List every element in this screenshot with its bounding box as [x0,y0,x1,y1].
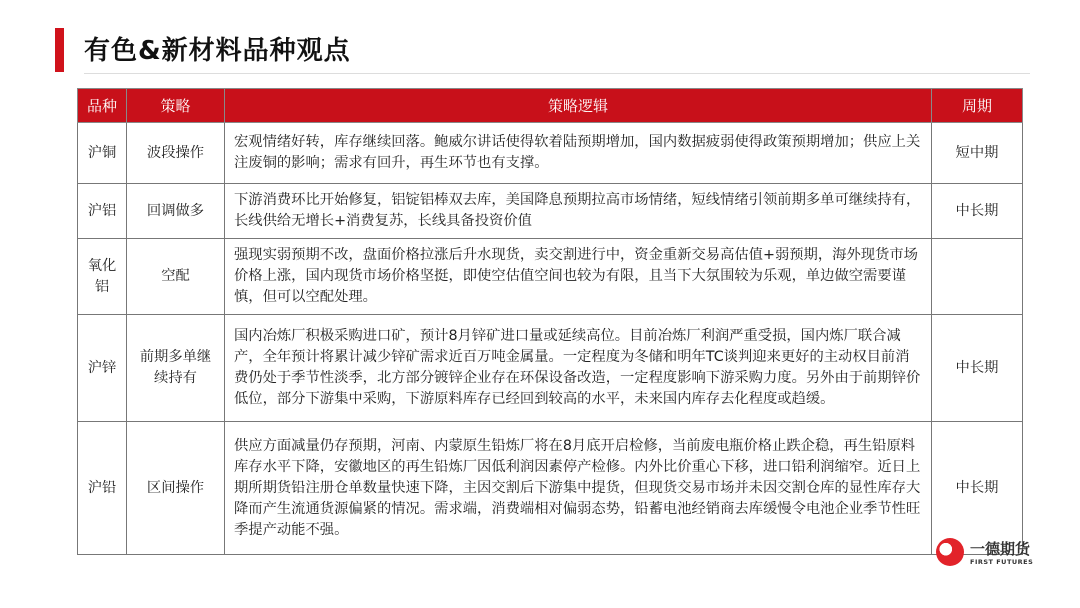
header-period: 周期 [932,89,1023,123]
table-header [78,89,1023,123]
period-cell: 中长期 [932,315,1023,422]
table-row [78,123,1023,184]
strategy-table [77,88,1023,555]
page-title: 有色&新材料品种观点 [84,36,351,66]
strategy-cell: 波段操作 [127,123,225,184]
strategy-cell: 回调做多 [127,184,225,239]
variety-cell: 沪铜 [78,123,127,184]
table-row [78,315,1023,422]
period-cell: 短中期 [932,123,1023,184]
logo-name-en: FIRST FUTURES [970,558,1034,566]
logic-cell: 国内冶炼厂积极采购进口矿，预计8月锌矿进口量或延续高位。目前冶炼厂利润严重受损，国内炼厂联合减产，全年预计将累计减少锌矿需求近百万吨金属量。一定程度为冬储和明年TC谈判迎来更好的主动权目前消费仍处于季节性淡季，北方部分镀锌企业存在环保设备改造，一定程度影响下游采购力度。另外由于前期锌价低位，部分下游集中采购，下游原料库存已经回到较高的水平，未来国内库存去化程度或趋缓。 [225,315,932,422]
logo-name-cn: 一德期货 [970,540,1031,558]
period-cell: 中长期 [932,422,1023,555]
strategy-cell: 区间操作 [127,422,225,555]
table-row [78,184,1023,239]
title-divider [84,73,1030,74]
logic-cell: 供应方面减量仍存预期，河南、内蒙原生铅炼厂将在8月底开启检修，当前废电瓶价格止跌企稳，再生铅原料库存水平下降，安徽地区的再生铅炼厂因低利润因素停产检修。内外比价重心下移，进口铅利润缩窄。近日上期所期货铅注册仓单数量快速下降，主因交割后下游集中提货，但现货交易市场并未因交割仓库的显性库存大降而产生流通货源偏紧的情况。需求端，消费端相对偏弱态势，铅蓄电池经销商去库缓慢令电池企业季节性旺季提产动能不强。 [225,422,932,555]
header-logic: 策略逻辑 [225,89,932,123]
logic-cell: 下游消费环比开始修复，铝锭铝棒双去库，美国降息预期拉高市场情绪，短线情绪引领前期多单可继续持有，长线供给无增长+消费复苏，长线具备投资价值 [225,184,932,239]
company-logo [934,538,1034,570]
variety-cell: 沪锌 [78,315,127,422]
logo-emblem-icon [936,538,964,566]
strategy-cell: 前期多单继续持有 [127,315,225,422]
header-variety: 品种 [78,89,127,123]
strategy-cell: 空配 [127,239,225,315]
table-row [78,422,1023,555]
variety-cell: 沪铝 [78,184,127,239]
variety-cell: 氧化铝 [78,239,127,315]
period-cell [932,239,1023,315]
title-accent-bar [55,28,64,72]
logic-cell: 强现实弱预期不改，盘面价格拉涨后升水现货，卖交割进行中，资金重新交易高估值+弱预期，海外现货市场价格上涨，国内现货市场价格坚挺，即使空估值空间也较为有限，且当下大氛围较为乐观，单边做空需要谨慎，但可以空配处理。 [225,239,932,315]
header-strategy: 策略 [127,89,225,123]
variety-cell: 沪铅 [78,422,127,555]
table-row [78,239,1023,315]
logic-cell: 宏观情绪好转，库存继续回落。鲍威尔讲话使得软着陆预期增加，国内数据疲弱使得政策预期增加；供应上关注废铜的影响；需求有回升，再生环节也有支撑。 [225,123,932,184]
period-cell: 中长期 [932,184,1023,239]
